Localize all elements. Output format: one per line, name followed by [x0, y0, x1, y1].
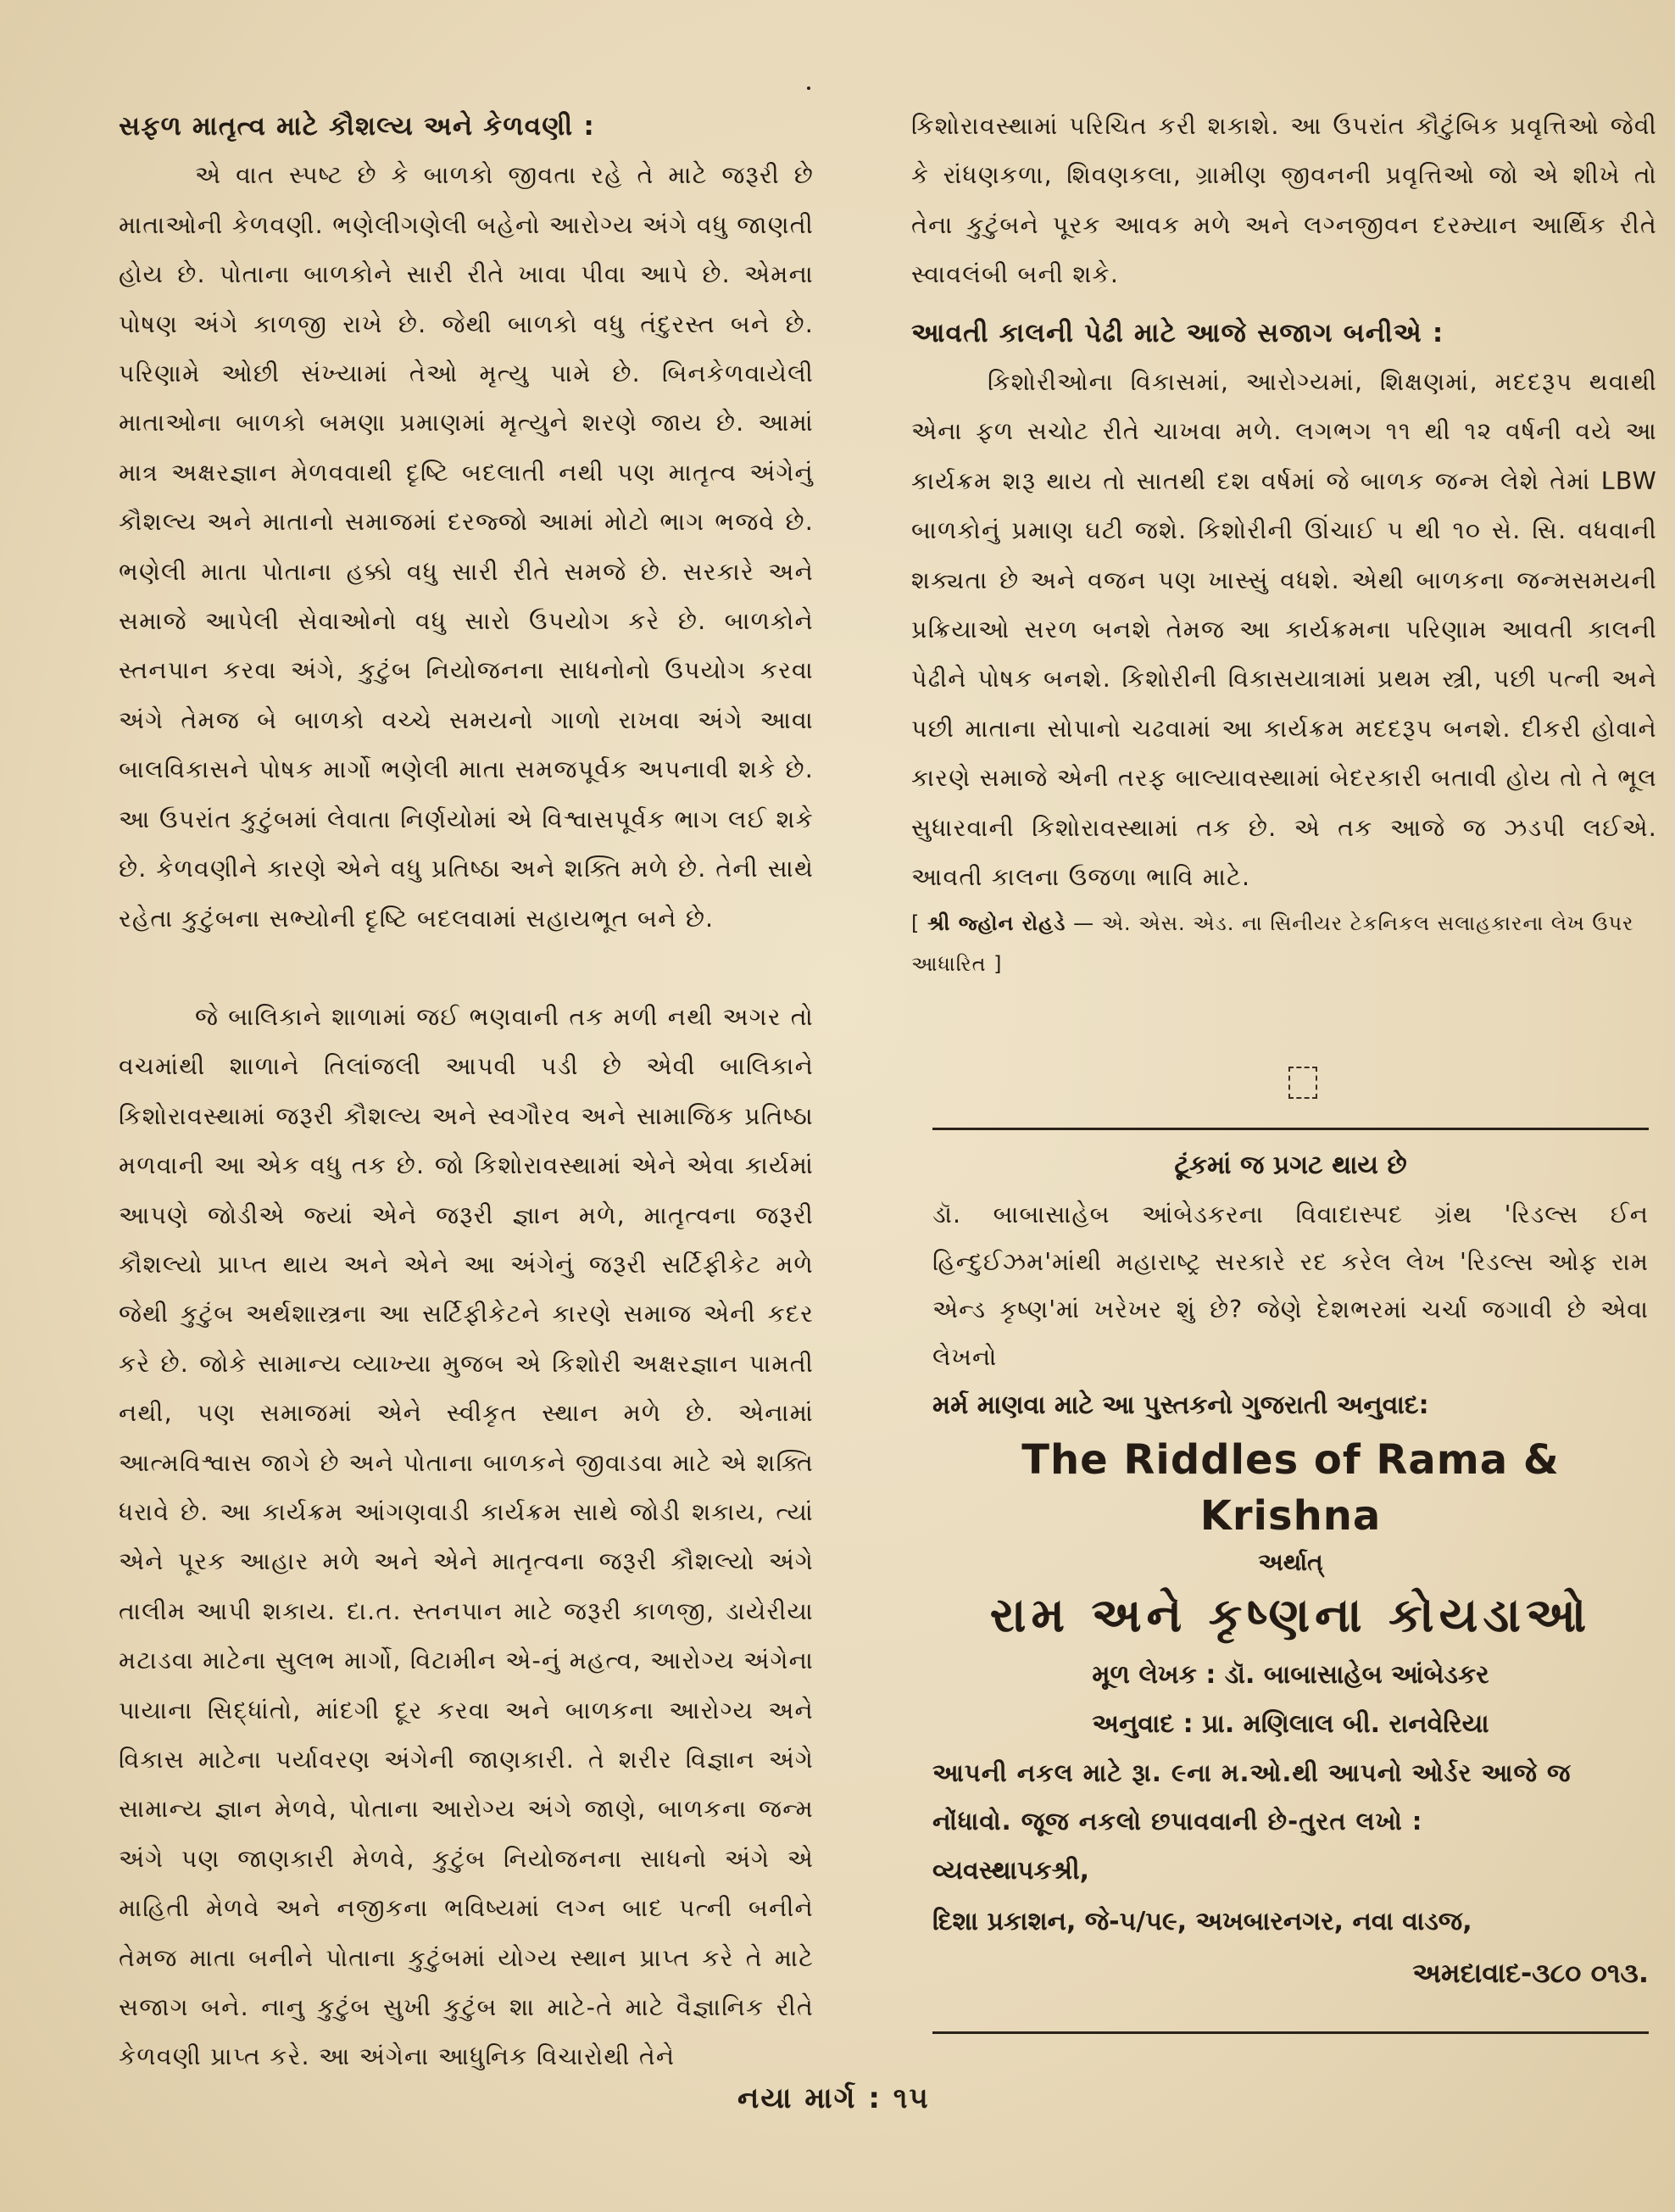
ad-coming-soon: ટૂંકમાં જ પ્રગટ થાય છે	[1174, 1151, 1407, 1180]
ad-gujarati-title: રામ અને કૃષ્ણના કોયડાઓ	[989, 1588, 1592, 1643]
ad-address: દિશા પ્રકાશન, જે-૫/૫૯, અખબારનગર, નવા વાડજ,	[932, 1907, 1472, 1936]
ad-marma: મર્મ માણવા માટે આ પુસ્તકનો ગુજરાતી અનુવાદ:	[932, 1390, 1429, 1420]
ad-english-title: The Riddles of Rama & Krishna	[1021, 1436, 1560, 1540]
source-credit: [ શ્રી જ્હોન રોહડે — એ. એસ. એડ. ના સિનીયર ટેકનિકલ સલાહકારના લેખ ઉપર આધારિત ]	[911, 911, 1634, 976]
article-paragraph: કિશોરાવસ્થામાં પરિચિત કરી શકાશે. આ ઉપરાંત કૌટુંબિક પ્રવૃત્તિઓ જેવી કે રાંધણકળા, શિવણકલા, ગ્રામીણ જીવનની પ્રવૃત્તિઓ જો એ શીખે તો તેના કુટુંબને પૂરક આવક મળે અને લગ્નજીવન દરમ્યાન આર્થિક રીતે સ્વાવલંબી બની શકે.	[911, 112, 1657, 289]
ad-body: ડૉ. બાબાસાહેબ આંબેડકરના વિવાદાસ્પદ ગ્રંથ 'રિડલ્સ ઈન હિન્દુઈઝમ'માંથી મહારાષ્ટ્ર સરકારે રદ કરેલ લેખ 'રિડલ્સ ઓફ રામ એન્ડ કૃષ્ણ'માં ખરેખર શું છે? જેણે દેશભરમાં ચર્ચા જગાવી છે એવા લેખનો	[932, 1201, 1649, 1371]
ink-dot	[807, 86, 810, 90]
ad-arthat: અર્થાત્	[1258, 1548, 1323, 1576]
ad-order: આપની નકલ માટે રૂા. ૯ના મ.ઓ.થી આપનો ઓર્ડર આજે જ નોંધાવો. જૂજ નકલો છપાવવાની છે-તુરત લખો :	[932, 1758, 1572, 1836]
left-column	[119, 102, 814, 2082]
ad-manager: વ્યવસ્થાપકશ્રી,	[932, 1856, 1090, 1886]
ad-author: મૂળ લેખક : ડૉ. બાબાસાહેબ આંબેડકર	[1092, 1660, 1489, 1690]
book-advertisement	[932, 1140, 1649, 1998]
section-heading: આવતી કાલની પેઢી માટે આજે સજાગ બનીએ :	[911, 317, 1444, 348]
right-column	[911, 102, 1657, 984]
credit-name: શ્રી જ્હોન રોહડે	[927, 911, 1066, 935]
article-paragraph: એ વાત સ્પષ્ટ છે કે બાળકો જીવતા રહે તે માટે જરૂરી છે માતાઓની કેળવણી. ભણેલીગણેલી બહેનો આરોગ્ય અંગે વધુ જાણતી હોય છે. પોતાના બાળકોને સારી રીતે ખાવા પીવા આપે છે. એમના પોષણ અંગે કાળજી રાખે છે. જેથી બાળકો વધુ તંદુરસ્ત બને છે. પરિણામે ઓછી સંખ્યામાં તેઓ મૃત્યુ પામે છે. બિનકેળવાયેલી માતાઓના બાળકો બમણા પ્રમાણમાં મૃત્યુને શરણે જાય છે. આમાં માત્ર અક્ષરજ્ઞાન મેળવવાથી દૃષ્ટિ બદલાતી નથી પણ માતૃત્વ અંગેનું કૌશલ્ય અને માતાનો સમાજમાં દરજ્જો આમાં મોટો ભાગ ભજવે છે. ભણેલી માતા પોતાના હક્કો વધુ સારી રીતે સમજે છે. સરકારે અને સમાજે આપેલી સેવાઓનો વધુ સારો ઉપયોગ કરે છે. બાળકોને સ્તનપાન કરવા અંગે, કુટુંબ નિયોજનના સાધનોનો ઉપયોગ કરવા અંગે તેમજ બે બાળકો વચ્ચે સમયનો ગાળો રાખવા અંગે આવા બાલવિકાસને પોષક માર્ગો ભણેલી માતા સમજપૂર્વક અપનાવી શકે છે. આ ઉપરાંત કુટુંબમાં લેવાતા નિર્ણયોમાં એ વિશ્વાસપૂર્વક ભાગ લઈ શકે છે. કેળવણીને કારણે એને વધુ પ્રતિષ્ઠા અને શક્તિ મળે છે. તેની સાથે રહેતા કુટુંબના સભ્યોની દૃષ્ટિ બદલવામાં સહાયભૂત બને છે.	[119, 161, 814, 933]
section-heading: સફળ માતૃત્વ માટે કૌશલ્ય અને કેળવણી :	[119, 111, 595, 142]
credit-text: — એ. એસ. એડ. ના સિનીયર ટેકનિકલ સલાહકારના લેખ ઉપર આધારિત ]	[911, 911, 1634, 976]
ad-translator: અનુવાદ : પ્રા. મણિલાલ બી. રાનવેરિયા	[1092, 1709, 1489, 1739]
section-end-mark	[1288, 1067, 1317, 1099]
article-paragraph: કિશોરીઓના વિકાસમાં, આરોગ્યમાં, શિક્ષણમાં, મદદરૂપ થવાથી એના ફળ સચોટ રીતે ચાખવા મળે. લગભગ ૧૧ થી ૧૨ વર્ષની વયે આ કાર્યક્રમ શરૂ થાય તો સાતથી દશ વર્ષમાં જે બાળક જન્મ લેશે તેમાં LBW બાળકોનું પ્રમાણ ઘટી જશે. કિશોરીની ઊંચાઈ ૫ થી ૧૦ સે. સિ. વધવાની શક્યતા છે અને વજન પણ ખાસ્સું વધશે. એથી બાળકના જન્મસમયની પ્રક્રિયાઓ સરળ બનશે તેમજ આ કાર્યક્રમના પરિણામ આવતી કાલની પેઢીને પોષક બનશે. કિશોરીની વિકાસયાત્રામાં પ્રથમ સ્ત્રી, પછી પત્ની અને પછી માતાના સોપાનો ચઢવામાં આ કાર્યક્રમ મદદરૂપ બનશે. દીકરી હોવાને કારણે સમાજે એની તરફ બાલ્યાવસ્થામાં બેદરકારી બતાવી હોય તો તે ભૂલ સુધારવાની કિશોરાવસ્થામાં તક છે. એ તક આજે જ ઝડપી લઈએ. આવતી કાલના ઉજળા ભાવિ માટે.	[911, 368, 1657, 892]
ad-top-rule	[932, 1128, 1649, 1130]
article-paragraph: જે બાલિકાને શાળામાં જઈ ભણવાની તક મળી નથી અગર તો વચમાંથી શાળાને તિલાંજલી આપવી પડી છે એવી બાલિકાને કિશોરાવસ્થામાં જરૂરી કૌશલ્ય અને સ્વગૌરવ અને સામાજિક પ્રતિષ્ઠા મળવાની આ એક વધુ તક છે. જો કિશોરાવસ્થામાં એને એવા કાર્યમાં આપણે જોડીએ જ્યાં એને જરૂરી જ્ઞાન મળે, માતૃત્વના જરૂરી કૌશલ્યો પ્રાપ્ત થાય અને એને આ અંગેનું જરૂરી સર્ટિફીકેટ મળે જેથી કુટુંબ અર્થશાસ્ત્રના આ સર્ટિફીકેટને કારણે સમાજ એની કદર કરે છે. જોકે સામાન્ય વ્યાખ્યા મુજબ એ કિશોરી અક્ષરજ્ઞાન પામતી નથી, પણ સમાજમાં એને સ્વીકૃત સ્થાન મળે છે. એનામાં આત્મવિશ્વાસ જાગે છે અને પોતાના બાળકને જીવાડવા માટે એ શક્તિ ધરાવે છે. આ કાર્યક્રમ આંગણવાડી કાર્યક્રમ સાથે જોડી શકાય, ત્યાં એને પૂરક આહાર મળે અને એને માતૃત્વના જરૂરી કૌશલ્યો અંગે તાલીમ આપી શકાય. દા.ત. સ્તનપાન માટે જરૂરી કાળજી, ડાયેરીયા મટાડવા માટેના સુલભ માર્ગો, વિટામીન એ-નું મહત્વ, આરોગ્ય અંગેના પાયાના સિદ્ધાંતો, માંદગી દૂર કરવા અને બાળકના આરોગ્ય અને વિકાસ માટેના પર્યાવરણ અંગેની જાણકારી. તે શરીર વિજ્ઞાન અંગે સામાન્ય જ્ઞાન મેળવે, પોતાના આરોગ્ય અંગે જાણે, બાળકના જન્મ અંગે પણ જાણકારી મેળવે, કુટુંબ નિયોજનના સાધનો અંગે એ માહિતી મેળવે અને નજીકના ભવિષ્યમાં લગ્ન બાદ પત્ની બનીને તેમજ માતા બનીને પોતાના કુટુંબમાં યોગ્ય સ્થાન પ્રાપ્ત કરે તે માટે સજાગ બને. નાનુ કુટુંબ સુખી કુટુંબ શા માટે-તે માટે વૈજ્ઞાનિક રીતે કેળવણી પ્રાપ્ત કરે. આ અંગેના આધુનિક વિચારોથી તેને	[119, 1002, 814, 2071]
paragraph-gap	[119, 944, 814, 993]
ad-bottom-rule	[932, 2031, 1649, 2034]
ad-city: અમદાવાદ-૩૮૦ ૦૧૩.	[1412, 1957, 1649, 1989]
page-folio: નયા માર્ગ : ૧૫	[737, 2081, 930, 2115]
